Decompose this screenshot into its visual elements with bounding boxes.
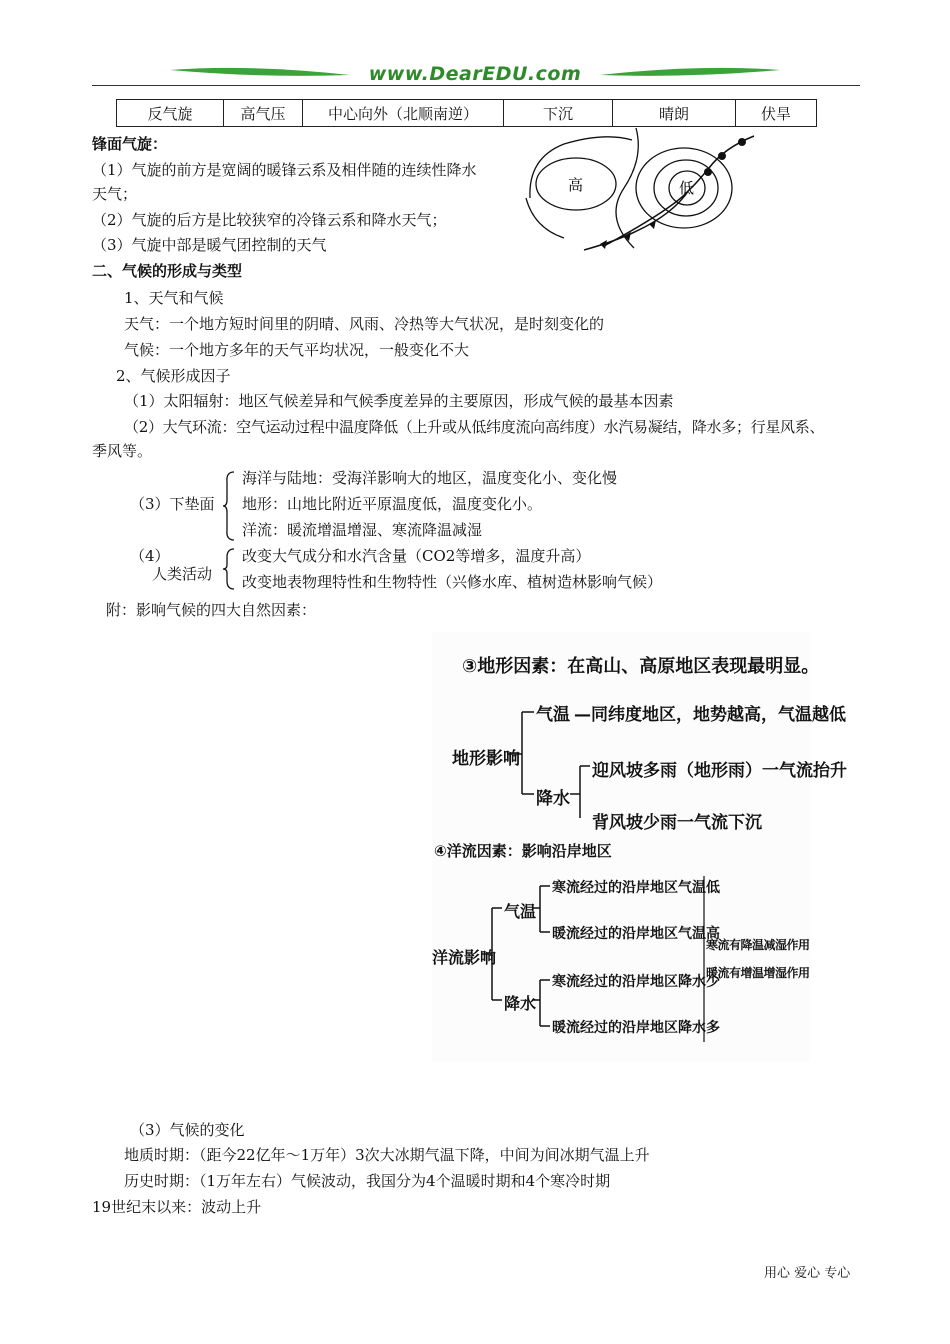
change-title: （3）气候的变化 [130, 1121, 245, 1139]
terrain-precip-label: 降水 [536, 789, 570, 809]
factor-human-num: （4） [130, 547, 170, 565]
table-cell: 晴朗 [613, 100, 736, 127]
table-cell: 伏旱 [736, 100, 817, 127]
terrain-temp-desc-text: 同纬度地区，地势越高，气温越低 [591, 705, 846, 725]
anticyclone-table [116, 99, 817, 127]
climate-definition: 气候：一个地方多年的天气平均状况，一般变化不大 [124, 341, 470, 359]
surface-item-sea-land: 海洋与陆地：受海洋影响大的地区，温度变化小、变化慢 [242, 469, 618, 487]
appendix-title: 附：影响气候的四大自然因素： [106, 601, 317, 619]
factor-circulation-cont: 季风等。 [92, 442, 153, 460]
current-item: 暖流经过的沿岸地区降水多 [552, 1020, 720, 1036]
current-title: ④洋流因素：影响沿岸地区 [434, 842, 612, 860]
section2-sub1: 1、天气和气候 [124, 289, 224, 307]
table-cell: 下沉 [504, 100, 613, 127]
front-cyclone-title: 锋面气旋： [92, 135, 168, 153]
factor-human-label: 人类活动 [152, 565, 213, 583]
human-item-surface: 改变地表物理特性和生物特性（兴修水库、植树造林影响气候） [242, 573, 663, 591]
front-cyclone-line1: （1）气旋的前方是宽阔的暖锋云系及相伴随的连续性降水 [92, 161, 477, 179]
front-cyclone-line1b: 天气； [92, 185, 138, 203]
table-cell: 反气旋 [117, 100, 224, 127]
table-row [117, 100, 817, 127]
terrain-temp-desc: —同纬度地区，地势越高，气温越低 [574, 705, 846, 725]
current-effect-warm: 暖流有增温增湿作用 [706, 966, 810, 980]
section2-sub2: 2、气候形成因子 [116, 367, 231, 385]
weather-definition: 天气：一个地方短时间里的阴晴、风雨、冷热等大气状况，是时刻变化的 [124, 315, 605, 333]
current-item: 寒流经过的沿岸地区降水少 [552, 974, 720, 990]
factor-surface-label: （3）下垫面 [130, 495, 215, 513]
current-temp-label: 气温 [504, 902, 537, 921]
change-geological: 地质时期：（距今22亿年～1万年）3次大冰期气温下降，中间为间冰期气温上升 [124, 1146, 650, 1164]
factor-circulation: （2）大气环流：空气运动过程中温度降低（上升或从低纬度流向高纬度）水汽易凝结，降水多；行星风系、 [124, 418, 825, 436]
table-cell: 高气压 [224, 100, 303, 127]
section2-title: 二、气候的形成与类型 [92, 262, 243, 280]
current-precip-label: 降水 [504, 994, 537, 1013]
header-rule [92, 85, 860, 86]
current-item: 暖流经过的沿岸地区气温高 [552, 926, 720, 942]
cyclone-diagram [524, 128, 774, 258]
front-cyclone-line3: （3）气旋中部是暖气团控制的天气 [92, 236, 327, 254]
factor-solar: （1）太阳辐射：地区气候差异和气候季度差异的主要原因，形成气候的最基本因素 [124, 392, 674, 410]
change-historical: 历史时期：（1万年左右）气候波动，我国分为4个温暖时期和4个寒冷时期 [124, 1172, 611, 1190]
low-label: 低 [679, 179, 695, 197]
surface-item-current: 洋流：暖流增温增湿、寒流降温减湿 [242, 521, 483, 539]
terrain-root: 地形影响 [452, 749, 520, 769]
current-root: 洋流影响 [432, 948, 497, 967]
current-effect-cold: 寒流有降温减湿作用 [706, 938, 810, 952]
brace-icon [222, 470, 236, 542]
current-item: 寒流经过的沿岸地区气温低 [552, 880, 720, 896]
table-cell: 中心向外（北顺南逆） [303, 100, 504, 127]
footer-slogan: 用心 爱心 专心 [764, 1266, 851, 1281]
high-label: 高 [568, 176, 584, 194]
change-modern: 19世纪末以来：波动上升 [92, 1198, 262, 1216]
terrain-title: ③地形因素：在高山、高原地区表现最明显。 [462, 656, 820, 677]
front-cyclone-line2: （2）气旋的后方是比较狭窄的冷锋云系和降水天气； [92, 211, 447, 229]
terrain-temp-label: 气温 [536, 705, 570, 725]
surface-item-terrain: 地形：山地比附近平原温度低，温度变化小。 [242, 495, 543, 513]
terrain-precip-desc1: 迎风坡多雨（地形雨）一气流抬升 [592, 761, 847, 781]
logo-text: www.DearEDU.com [368, 63, 582, 85]
human-item-atmosphere: 改变大气成分和水汽含量（CO2等增多，温度升高） [242, 547, 591, 565]
climate-factors-figure [432, 632, 847, 1062]
terrain-precip-desc2: 背风坡少雨一气流下沉 [592, 813, 762, 833]
brace-icon [222, 547, 236, 591]
